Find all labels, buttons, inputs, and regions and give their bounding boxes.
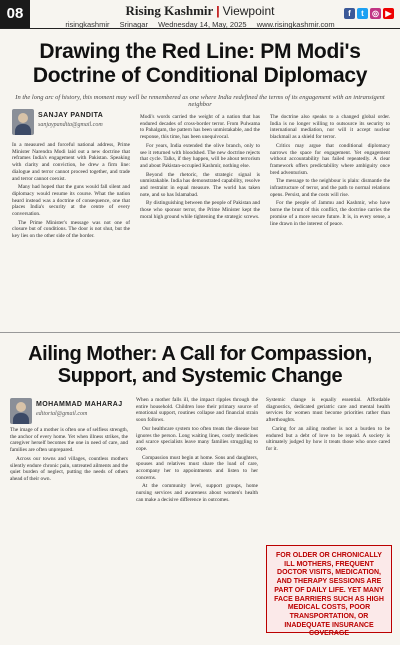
- paragraph: Many had hoped that the guns would fall silent and diplomacy would resume its course. What the nation heard instead was a doctrine of consequence, one that places India's security at the centre of every conversation.: [12, 184, 130, 218]
- paragraph: For the people of Jammu and Kashmir, who have borne the brunt of this conflict, the doctrine carries the promise of a more secure future. It is, in every sense, a line drawn in the interest of peace.: [270, 200, 390, 227]
- author-avatar: [10, 398, 32, 424]
- author-avatar: [12, 109, 34, 135]
- paragraph: The Prime Minister's message was not one of closure but of conditions. The door is not shut, but the key lies on the other side of the border.: [12, 219, 130, 240]
- author-byline: [10, 397, 130, 427]
- facebook-icon: f: [344, 8, 355, 19]
- article-headline: Drawing the Red Line: PM Modi's Doctrine of Conditional Diplomacy: [32, 40, 368, 87]
- paragraph: Systemic change is equally essential. Affordable diagnostics, dedicated geriatric care and mental health services for women must become priorities rather than afterthoughts.: [266, 397, 390, 424]
- paragraph: Caring for an ailing mother is not a burden to be endured but a debt of love to be repaid. A society is ultimately judged by how it treats those who once cared for it.: [266, 425, 390, 452]
- pull-quote-box: [266, 545, 392, 638]
- author-email: editorial@gmail.com: [36, 411, 88, 417]
- author-name: SANJAY PANDITA: [38, 112, 104, 119]
- paragraph: The message to the neighbour is plain: dismantle the infrastructure of terror, and the path to normal relations opens. Persist, and the costs will rise.: [270, 178, 390, 198]
- article-column-3: [270, 114, 390, 328]
- paragraph: In a measured and forceful national address, Prime Minister Narendra Modi laid out a new doctrine that reframes India's engagement with Pakistan. Speaking with clarity and conviction, he drew a firm line: dialogue and terror cannot proceed together, and trade and terror cannot coexist.: [12, 142, 130, 182]
- article-column-3: [266, 397, 390, 537]
- date: Wednesday 14, May, 2025: [158, 20, 247, 29]
- paragraph: At the community level, support groups, home nursing services and awareness about women's health can make a decisive difference in outcomes.: [136, 483, 258, 503]
- social-icons: [344, 8, 394, 19]
- website: www.risingkashmir.com: [256, 20, 335, 29]
- paragraph: The doctrine also speaks to a changed global order. India is no longer willing to outsource its security to international mediation, nor will it accept nuclear blackmail as a shield for terror.: [270, 114, 390, 141]
- twitter-icon: t: [357, 8, 368, 19]
- article-column-1: [10, 427, 128, 637]
- city: Srinagar: [119, 20, 148, 29]
- paragraph: Critics may argue that conditional diplomacy narrows the space for engagement. Yet engagement without accountability has failed repeatedly. A clear framework offers predictability where ambiguity once bred adventurism.: [270, 142, 390, 176]
- article-ailing-mother: [0, 332, 400, 643]
- instagram-icon: ◎: [370, 8, 381, 19]
- paragraph: Across our towns and villages, countless mothers silently endure chronic pain, untreated ailments and the quiet burden of neglect, putting the needs of others ahead of their own.: [10, 455, 128, 482]
- paragraph: For years, India extended the olive branch, only to see it returned with bloodshed. The new doctrine rejects that cycle. Talks, if they happen, will be about terrorism and about Pakistan-occupied Kashmir, nothing else.: [140, 142, 260, 169]
- paragraph: Our healthcare system too often treats the disease but ignores the person. Long waiting lines, costly medicines and scarce specialists leave many families struggling to cope.: [136, 425, 258, 452]
- separator: |: [216, 4, 220, 18]
- paragraph: By distinguishing between the people of Pakistan and those who sponsor terror, the Prime Minister kept the moral high ground while tightening the strategic screws.: [140, 200, 260, 220]
- article-column-2: [136, 397, 258, 637]
- author-email: sanjaypandita@gmail.com: [38, 122, 103, 128]
- paragraph: Compassion must begin at home. Sons and daughters, spouses and relatives must share the load of care, accompany her to appointments and listen to her concerns.: [136, 454, 258, 481]
- paragraph: The image of a mother is often one of selfless strength, the anchor of every home. Yet when illness strikes, the caregiver herself becomes the one in need of care, and families are often unprepared.: [10, 427, 128, 454]
- paragraph: Modi's words carried the weight of a nation that has endured decades of cross-border terror. From Pulwama to Pahalgam, the pattern has been unmistakable, and the response, this time, has been unequivocal.: [140, 114, 260, 141]
- page-number: 08: [0, 0, 30, 28]
- pull-quote: FOR OLDER OR CHRONICALLY ILL MOTHERS, FREQUENT DOCTOR VISITS, MEDICATION, AND THERAPY SESSIONS ARE PART OF DAILY LIFE. YET MANY FACE BARRIERS SUCH AS HIGH MEDICAL COSTS, POOR TRANSPORTATION, OR INADEQUATE INSURANCE COVERAGE: [274, 552, 384, 638]
- section-name: Viewpoint: [222, 4, 275, 18]
- author-name: MOHAMMAD MAHARAJ: [36, 401, 123, 408]
- masthead: [0, 0, 400, 29]
- paper-name: Rising Kashmir: [125, 3, 214, 18]
- article-headline: Ailing Mother: A Call for Compassion, Support, and Systemic Change: [28, 343, 372, 387]
- masthead-center: [40, 3, 360, 29]
- article-column-2: [140, 114, 260, 328]
- paragraph: Beyond the rhetoric, the strategic signal is unmistakable. India has demonstrated capability, resolve and restraint in equal measure. The world has taken note, and so has Islamabad.: [140, 171, 260, 198]
- author-byline: [12, 108, 116, 138]
- youtube-icon: ▶: [383, 8, 394, 19]
- social-handle: risingkashmir: [65, 20, 110, 29]
- article-column-1: [12, 142, 130, 328]
- article-intro: In the long arc of history, this moment may well be remembered as one where India redefined the terms of its engagement with an intransigent neighbor: [15, 94, 385, 108]
- article-conditional-diplomacy: [0, 30, 400, 332]
- paragraph: When a mother falls ill, the impact ripples through the entire household. Children lose their primary source of emotional support, routines collapse and financial strain soon follows.: [136, 397, 258, 424]
